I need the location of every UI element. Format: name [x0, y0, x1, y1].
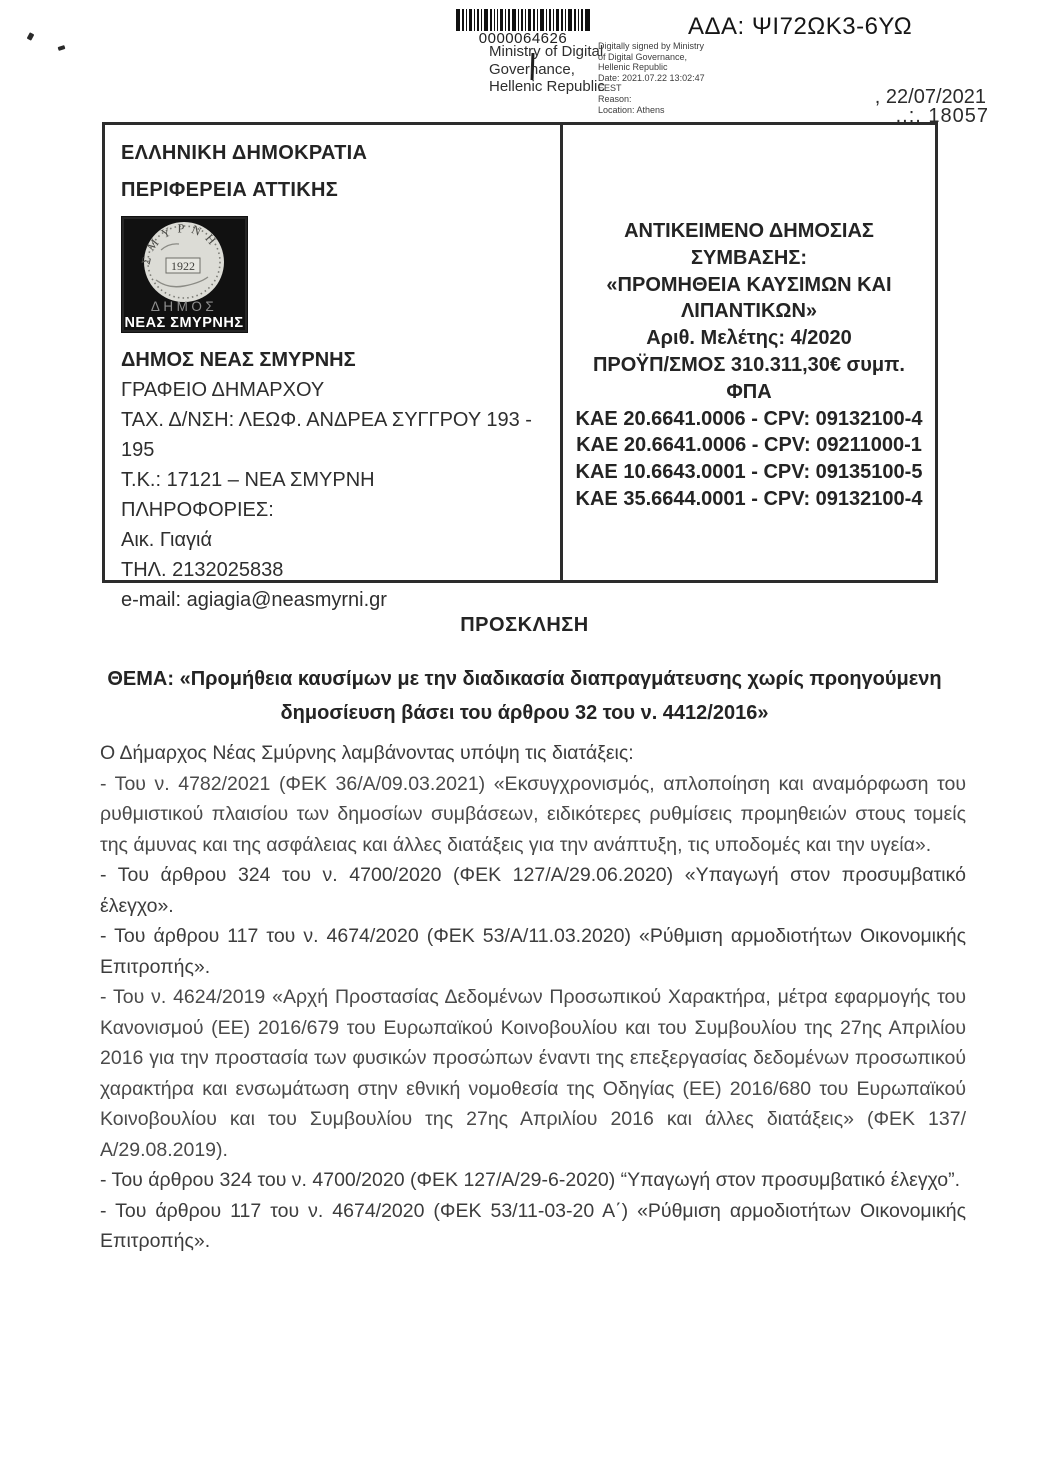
- contact-person: Αικ. Γιαγιά: [121, 529, 213, 551]
- municipality-name: ΔΗΜΟΣ ΝΕΑΣ ΣΜΥΡΝΗΣ: [121, 349, 356, 371]
- contract-box: [563, 125, 935, 580]
- subject-line-1: ΘΕΜΑ: «Προμήθεια καυσίμων με την διαδικασία διαπραγμάτευσης χωρίς προηγούμενη: [107, 668, 942, 690]
- contract-line: ΚΑΕ 20.6641.0006 - CPV: 09132100-4: [575, 407, 923, 430]
- document-date: , 22/07/2021: [874, 86, 986, 108]
- legal-reference: - Του ν. 4782/2021 (ΦΕΚ 36/Α/09.03.2021) «Εκσυγχρονισμός, απλοποίηση και αναμόρφωση του ρυθμιστικού πλαισίου των δημοσίων συμβάσεων, ειδικότερες ρυθμίσεις προμηθειών στους τομείς της άμυνας και της ασφάλειας και άλλες διατάξεις για την ανάπτυξη, τις υποδομές και την υγεία».: [100, 772, 966, 856]
- office-name: ΓΡΑΦΕΙΟ ΔΗΜΑΡΧΟΥ: [121, 379, 325, 401]
- ministry-line: Ministry of Digital: [489, 43, 604, 60]
- legal-reference: - Του ν. 4624/2019 «Αρχή Προστασίας Δεδομένων Προσωπικού Χαρακτήρα, μέτρα εφαρμογής του Κανονισμού (ΕΕ) 2016/679 του Ευρωπαϊκού Κοινοβουλίου και του Συμβουλίου της 27ης Απριλίου 2016 για την προστασία των φυσικών προσώπων έναντι της επεξεργασίας δεδομένων προσωπικού χαρακτήρα και ενσωμάτωση στην εθνική νομοθεσία της Οδηγίας (ΕΕ) 2016/680 του Ευρωπαϊκού Κοινοβουλίου και του Συμβουλίου της 27ης Απριλίου 2016 και άλλες διατάξεις» (ΦΕΚ 137/Α/29.08.2019).: [100, 986, 966, 1161]
- signature-line: Hellenic Republic: [598, 62, 668, 73]
- intro-line: Ο Δήμαρχος Νέας Σμύρνης λαμβάνοντας υπόψη τις διατάξεις:: [100, 742, 634, 764]
- signature-line: Digitally signed by Ministry: [598, 41, 705, 51]
- phone-number: ΤΗΛ. 2132025838: [121, 559, 284, 581]
- municipality-logo: [121, 216, 248, 333]
- contract-line: ΑΝΤΙΚΕΙΜΕΝΟ ΔΗΜΟΣΙΑΣ ΣΥΜΒΑΣΗΣ:: [624, 220, 874, 269]
- signature-line: of Digital Governance,: [598, 51, 688, 62]
- sender-box: [105, 125, 563, 611]
- header-table: [102, 122, 938, 611]
- logo-year: 1922: [171, 259, 195, 273]
- contract-line: ΚΑΕ 35.6644.0001 - CPV: 09132100-4: [575, 487, 923, 510]
- document-title: ΠΡΟΣΚΛΗΣΗ: [460, 614, 589, 636]
- info-label: ΠΛΗΡΟΦΟΡΙΕΣ:: [121, 499, 274, 521]
- subject-line-2: δημοσίευση βάσει του άρθρου 32 του ν. 4412/2016»: [280, 702, 769, 724]
- contract-line: «ΠΡΟΜΗΘΕΙΑ ΚΑΥΣΙΜΩΝ ΚΑΙ: [606, 273, 892, 296]
- postal-address: ΤΑΧ. Δ/ΝΣΗ: ΛΕΩΦ. ΑΝΔΡΕΑ ΣΥΓΓΡΟΥ 193 - 195: [121, 409, 532, 461]
- legal-reference: - Του άρθρου 117 του ν. 4674/2020 (ΦΕΚ 53/Α/11.03.2020) «Ρύθμιση αρμοδιοτήτων Οικονομικής Επιτροπής».: [100, 925, 966, 978]
- ministry-line: Governance,: [489, 60, 575, 78]
- region-title: ΠΕΡΙΦΕΡΕΙΑ ΑΤΤΙΚΗΣ: [121, 179, 338, 201]
- contract-line: ΚΑΕ 10.6643.0001 - CPV: 09135100-5: [575, 461, 923, 484]
- contract-line: ΚΑΕ 20.6641.0006 - CPV: 09211000-1: [576, 434, 922, 457]
- signature-line: Reason:: [598, 93, 632, 104]
- signature-line: EEST: [598, 83, 622, 94]
- subject-block: [90, 662, 959, 730]
- digital-signature-details: [598, 41, 705, 115]
- legal-reference: - Του άρθρου 324 του ν. 4700/2020 (ΦΕΚ 127/Α/29-6-2020) “Υπαγωγή στον προσυμβατικό έλεγχο”.: [100, 1169, 961, 1191]
- scan-artifact-dot: [27, 32, 35, 41]
- protocol-number: ..:. 18057: [895, 105, 989, 127]
- barcode-icon: [456, 9, 590, 31]
- ministry-line: Hellenic Republic: [489, 78, 605, 95]
- country-title: ΕΛΛΗΝΙΚΗ ΔΗΜΟΚΡΑΤΙΑ: [121, 142, 368, 164]
- legal-reference: - Του άρθρου 117 του ν. 4674/2020 (ΦΕΚ 53/11-03-20 Α΄) «Ρύθμιση αρμοδιοτήτων Οικονομικής Επιτροπής».: [100, 1199, 966, 1252]
- logo-caption-line1: ΔΗΜΟΣ: [150, 299, 218, 314]
- logo-caption-line2: ΝΕΑΣ ΣΜΥΡΝΗΣ: [124, 315, 244, 331]
- contract-line: ΛΙΠΑΝΤΙΚΩΝ»: [680, 300, 818, 323]
- signature-line: Date: 2021.07.22 13:02:47: [598, 72, 705, 83]
- email-address: e-mail: agiagia@neasmyrni.gr: [121, 589, 387, 611]
- contract-line: ΠΡΟΫΠ/ΣΜΟΣ 310.311,30€ συμπ. ΦΠΑ: [592, 353, 905, 403]
- ministry-signer-name: [489, 43, 605, 96]
- body-text: [100, 738, 966, 1257]
- signature-line: Location: Athens: [598, 104, 665, 115]
- logo-arc-text: ΣΜΥΡΝΗ: [138, 221, 223, 266]
- barcode-number: 0000064626: [478, 30, 568, 47]
- contract-line: Αριθ. Μελέτης: 4/2020: [646, 327, 852, 350]
- scan-artifact-dot: [58, 45, 66, 51]
- postal-code: Τ.Κ.: 17121 – ΝΕΑ ΣΜΥΡΝΗ: [121, 469, 375, 491]
- legal-reference: - Του άρθρου 324 του ν. 4700/2020 (ΦΕΚ 127/Α/29.06.2020) «Υπαγωγή στον προσυμβατικό έλεγχο».: [100, 864, 966, 917]
- ada-code: ΑΔΑ: ΨΙ72ΩΚ3-6ΥΩ: [688, 13, 913, 40]
